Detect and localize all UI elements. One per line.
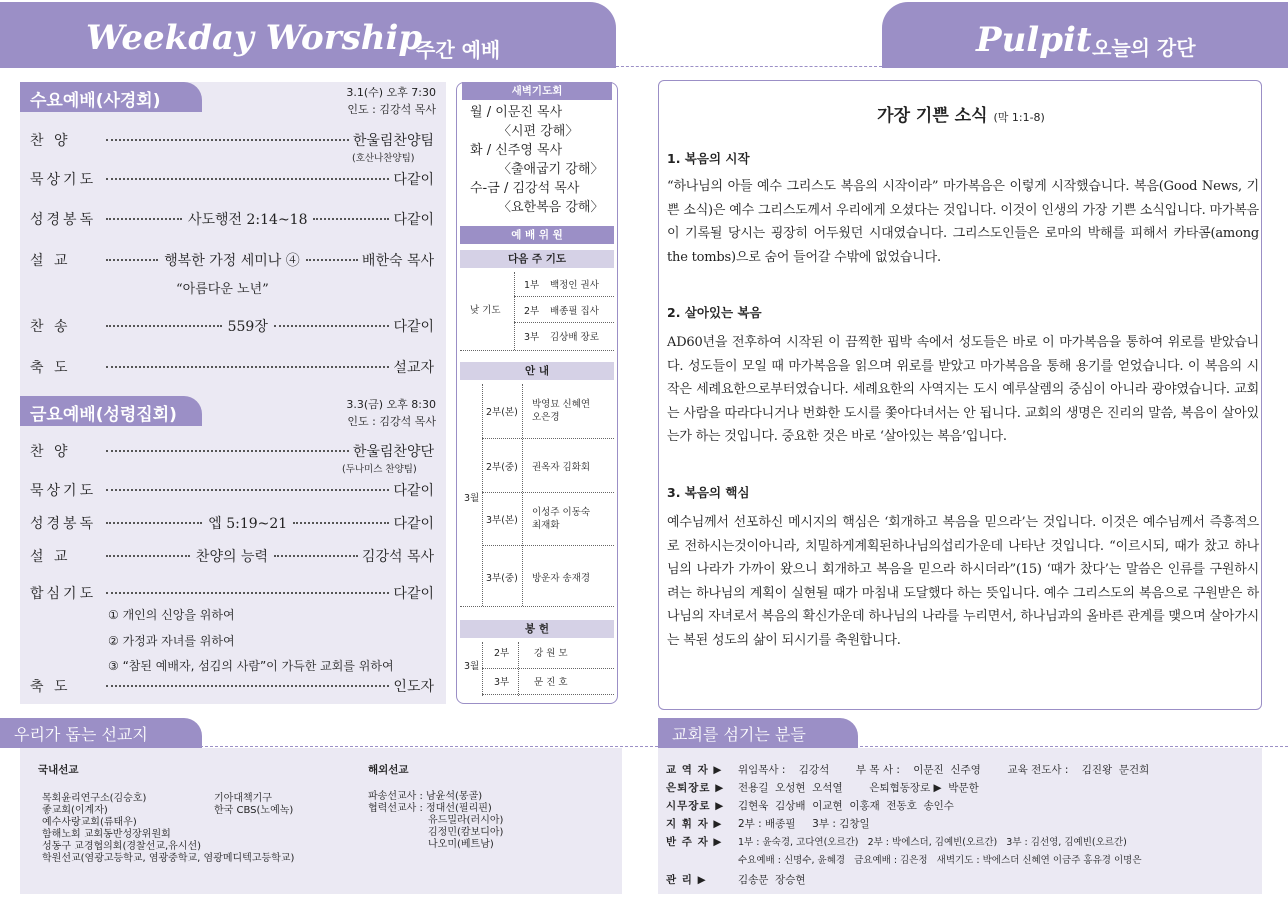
friday-info — [296, 396, 436, 430]
friday-date: 3.3(금) 오후 8:30 — [346, 398, 436, 411]
prayer-sep-2 — [514, 322, 614, 323]
guide-1-names: 박영묘 신혜연 오은경 — [532, 399, 591, 423]
overseas-title: 해외선교 — [368, 764, 409, 776]
fri-prayer-3: ③ “참된 예배자, 섬김의 사람”이 가득한 교회를 위하여 — [108, 659, 394, 673]
offering-1-name: 강 원 모 — [534, 648, 568, 659]
fri-choir-sub: (두나미스 찬양팀) — [342, 464, 417, 475]
prayer-sep-3 — [460, 350, 614, 351]
domestic-4: 함해노회 교회동반성장위원회 — [42, 829, 171, 840]
fri-row-sermon: 설 교 찬양의 능력 김강석 목사 — [30, 549, 434, 565]
guide-2-part: 2부(중) — [486, 462, 518, 473]
fri-row-scripture: 성경봉독 엡 5:19~21 다같이 — [30, 516, 435, 532]
wed-choir-sub: (호산나찬양팀) — [352, 153, 415, 164]
pulpit-title: Pulpit — [976, 20, 1092, 60]
guide-3-names: 이성주 이동숙 최재화 — [532, 507, 591, 531]
staff-row-accompanists: 반 주 자 ▶ 1부 : 윤숙경, 고다연(오르간) 2부 : 박에스더, 김예빈(오르간) 3부 : 김선영, 김예빈(오르간) — [666, 836, 1127, 848]
overseas-5: 나오미(베트남) — [428, 839, 494, 850]
pulpit-kor: 오늘의 강단 — [1092, 36, 1196, 60]
guide-month: 3월 — [464, 493, 480, 504]
guide-sep-3 — [482, 545, 614, 546]
friday-tab: 금요예배(성령집회) — [20, 396, 202, 426]
domestic-3: 예수사랑교회(류태우) — [42, 817, 137, 828]
domestic-title: 국내선교 — [38, 764, 79, 776]
prayer-2-part: 2부 — [524, 306, 540, 317]
guide-1-part: 2부(본) — [486, 407, 518, 418]
offering-sep-2 — [482, 694, 614, 695]
domestic-8: 한국 CBS(노예녹) — [214, 805, 294, 816]
overseas-2: 협력선교사 : 정대선(필리핀) — [368, 803, 492, 814]
header-divider — [616, 66, 882, 67]
dawn-line-5: 수-금 / 김강석 목사 — [470, 181, 580, 196]
wed-row-silent-prayer: 묵상기도 다같이 — [30, 172, 434, 188]
prayer-3-part: 3부 — [524, 332, 540, 343]
sermon-ref: (막 1:1-8) — [993, 111, 1045, 124]
guide-sep-2 — [482, 492, 614, 493]
wed-row-scripture: 성경봉독 사도행전 2:14~18 다같이 — [30, 212, 435, 228]
next-week-prayer-header: 다음 주 기도 — [460, 250, 614, 268]
overseas-3: 유드밀라(러시아) — [428, 815, 504, 826]
staff-tab: 교회를 섬기는 분들 — [658, 718, 858, 748]
offering-header: 봉 헌 — [460, 620, 614, 638]
staff-row-management: 관 리 ▶ 김송문 장승현 — [666, 874, 806, 886]
section-1-head: 1. 복음의 시작 — [667, 151, 750, 166]
guide-divider-2 — [522, 384, 523, 606]
weekday-worship-banner — [0, 2, 616, 68]
sermon-title-text: 가장 기쁜 소식 — [877, 106, 988, 126]
offering-month: 3월 — [464, 661, 480, 672]
missions-panel — [20, 748, 622, 894]
friday-leader: 인도 : 김강석 목사 — [347, 415, 436, 428]
offering-divider-2 — [518, 642, 519, 696]
guide-divider-1 — [482, 384, 483, 606]
sermon-title — [659, 101, 1263, 126]
section-3-head: 3. 복음의 핵심 — [667, 485, 750, 500]
prayer-2-name: 배종필 집사 — [550, 306, 599, 317]
wed-row-hymn: 찬 송 559장 다같이 — [30, 319, 435, 335]
staff-row-ministers: 교 역 자 ▶ 위임목사 : 김강석 부 목 사 : 이문진 신주영 교육 전도사 : 김진왕 문건희 — [666, 764, 1150, 776]
fri-row-silent-prayer: 묵상기도 다같이 — [30, 483, 434, 499]
wednesday-tab: 수요예배(사경회) — [20, 82, 202, 112]
fri-prayer-1: ① 개인의 신앙을 위하여 — [108, 608, 235, 622]
section-1-body: “하나님의 아들 예수 그리스도 복음의 시작이라” 마가복음은 이렇게 시작했습니다. 복음(Good News, 기쁜 소식)은 예수 그리스도께서 우리에게 오셨다는 것입니다. 이것이 인생의 가장 기쁜 소식입니다. 마가복음이 기록될 당시는 굉장히 어두웠던 시대였습니다. 그리스도인들은 로마의 박해를 피해서 카타콤(among the tombs)으로 숨어 들어갈 수밖에 없었습니다. — [667, 179, 1259, 265]
offering-sep-1 — [482, 668, 614, 669]
overseas-1: 파송선교사 : 남윤석(몽골) — [368, 791, 483, 802]
staff-row-retired-elders: 은퇴장로 ▶ 전용길 오성현 오석열 은퇴협동장로 ▶ 박문한 — [666, 782, 979, 794]
prayer-1-part: 1부 — [524, 280, 540, 291]
wed-row-sermon: 설 교 행복한 가정 세미나 ④ 배한숙 목사 — [30, 253, 434, 269]
offering-1-part: 2부 — [494, 648, 510, 659]
guide-sep-1 — [482, 438, 614, 439]
weekday-worship-title: Weekday Worship — [86, 18, 423, 58]
prayer-3-name: 김상배 장로 — [550, 332, 599, 343]
domestic-6: 학원선교(염광고등학교, 염광중학교, 염광메디텍고등학교) — [42, 853, 295, 864]
guide-header: 안 내 — [460, 362, 614, 380]
dawn-prayer-header: 새벽기도회 — [462, 82, 612, 100]
prayer-sep-1 — [514, 296, 614, 297]
guide-2-names: 권옥자 김화회 — [532, 462, 591, 473]
overseas-4: 김정민(캄보디아) — [428, 827, 504, 838]
guide-sep-4 — [460, 606, 614, 607]
dawn-line-2: 〈시편 강해〉 — [498, 124, 579, 139]
domestic-1: 목회윤리연구소(김승호) — [42, 793, 147, 804]
offering-2-part: 3부 — [494, 677, 510, 688]
guide-4-part: 3부(중) — [486, 573, 518, 584]
staff-row-elders: 시무장로 ▶ 김현욱 김상배 이교현 이홍재 전동호 송인수 — [666, 800, 954, 812]
fri-row-joint-prayer: 합심기도 다같이 — [30, 586, 434, 602]
staff-panel — [658, 748, 1262, 894]
offering-2-name: 문 진 호 — [534, 677, 568, 688]
day-prayer-label: 낮 기도 — [470, 305, 501, 316]
wednesday-info — [296, 84, 436, 118]
wed-row-choir: 찬 양 한울림찬양팀 — [30, 133, 434, 149]
wednesday-leader: 인도 : 김강석 목사 — [347, 103, 436, 116]
section-2-head: 2. 살아있는 복음 — [667, 305, 762, 320]
weekday-worship-kor: 주간 예배 — [416, 38, 501, 62]
domestic-7: 기아대책기구 — [214, 793, 272, 804]
guide-3-part: 3부(본) — [486, 515, 518, 526]
fri-row-choir: 찬 양 한울림찬양단 — [30, 444, 434, 460]
fri-prayer-2: ② 가정과 자녀를 위하여 — [108, 634, 235, 648]
prayer-1-name: 백정인 권사 — [550, 280, 599, 291]
committee-header: 예 배 위 원 — [460, 226, 614, 244]
wed-sermon-sub: “아름다운 노년” — [176, 282, 269, 297]
dawn-line-1: 월 / 이문진 목사 — [470, 105, 563, 120]
section-3-body: 예수님께서 선포하신 메시지의 핵심은 ‘회개하고 복음을 믿으라’는 것입니다. 이것은 예수님께서 즉흥적으로 전하시는것이아니라, 치밀하게계획된하나님의섭리가운데 나타난 것입니다. “이르시되, 때가 찼고 하나님의 나라가 가까이 왔으니 회개하고 복음을 믿으라 하시더라”(15) ‘때가 찼다’는 말씀은 인류를 구원하시려는 하나님의 계획이 실현될 때가 마침내 도달했다 하는 뜻입니다. 예수 그리스도의 복음으로 구원받은 하나님의 자녀로서 복음의 확신가운데 하나님의 나라를 누리면서, 하나님과의 올바른 관계를 맺으며 살아가시는 복된 성도의 삶이 되시기를 축원합니다. — [667, 515, 1259, 648]
pulpit-banner — [882, 2, 1288, 68]
prayer-divider — [514, 272, 515, 350]
wed-row-benediction: 축 도 설교자 — [30, 360, 434, 376]
domestic-2: 좋교회(이계자) — [42, 805, 108, 816]
staff-row-accompanists-2: 수요예배 : 신명수, 윤혜경 금요예배 : 김은정 새벽기도 : 박에스더 신혜연 이금주 홍유경 이명은 — [738, 855, 1142, 866]
sermon-panel — [658, 80, 1262, 710]
dawn-line-4: 〈출애굽기 강해〉 — [498, 162, 604, 177]
dawn-line-6: 〈요한복음 강해〉 — [498, 200, 604, 215]
wednesday-date: 3.1(수) 오후 7:30 — [346, 86, 436, 99]
missions-tab: 우리가 돕는 선교지 — [0, 718, 202, 748]
fri-row-benediction: 축 도 인도자 — [30, 679, 434, 695]
dawn-line-3: 화 / 신주영 목사 — [470, 143, 563, 158]
domestic-5: 성동구 교경협의회(경찰선교,유시선) — [42, 841, 202, 852]
offering-divider-1 — [482, 642, 483, 696]
section-2-body: AD60년을 전후하여 시작된 이 끔찍한 핍박 속에서 성도들은 바로 이 마가복음을 통하여 위로를 받았습니다. 성도들이 모일 때 마가복음을 읽으며 위로를 받았고 마가복음을 통해 용기를 얻었습니다. 이 복음의 시작은 세례요한으로부터였습니다. 세례요한의 사역지는 도시 예루살렘의 중심이 아니라 광야였습니다. 교회는 사람을 따라다니거나 번화한 도시를 쫓아다녀서는 안 됩니다. 교회의 생명은 진리의 말씀, 복음이 살아있는가 하는 것입니다. 중요한 것은 바로 ‘살아있는 복음’입니다. — [667, 335, 1259, 444]
guide-4-names: 방운자 송재경 — [532, 573, 591, 584]
staff-row-conductors: 지 휘 자 ▶ 2부 : 배종필 3부 : 김창일 — [666, 818, 870, 830]
